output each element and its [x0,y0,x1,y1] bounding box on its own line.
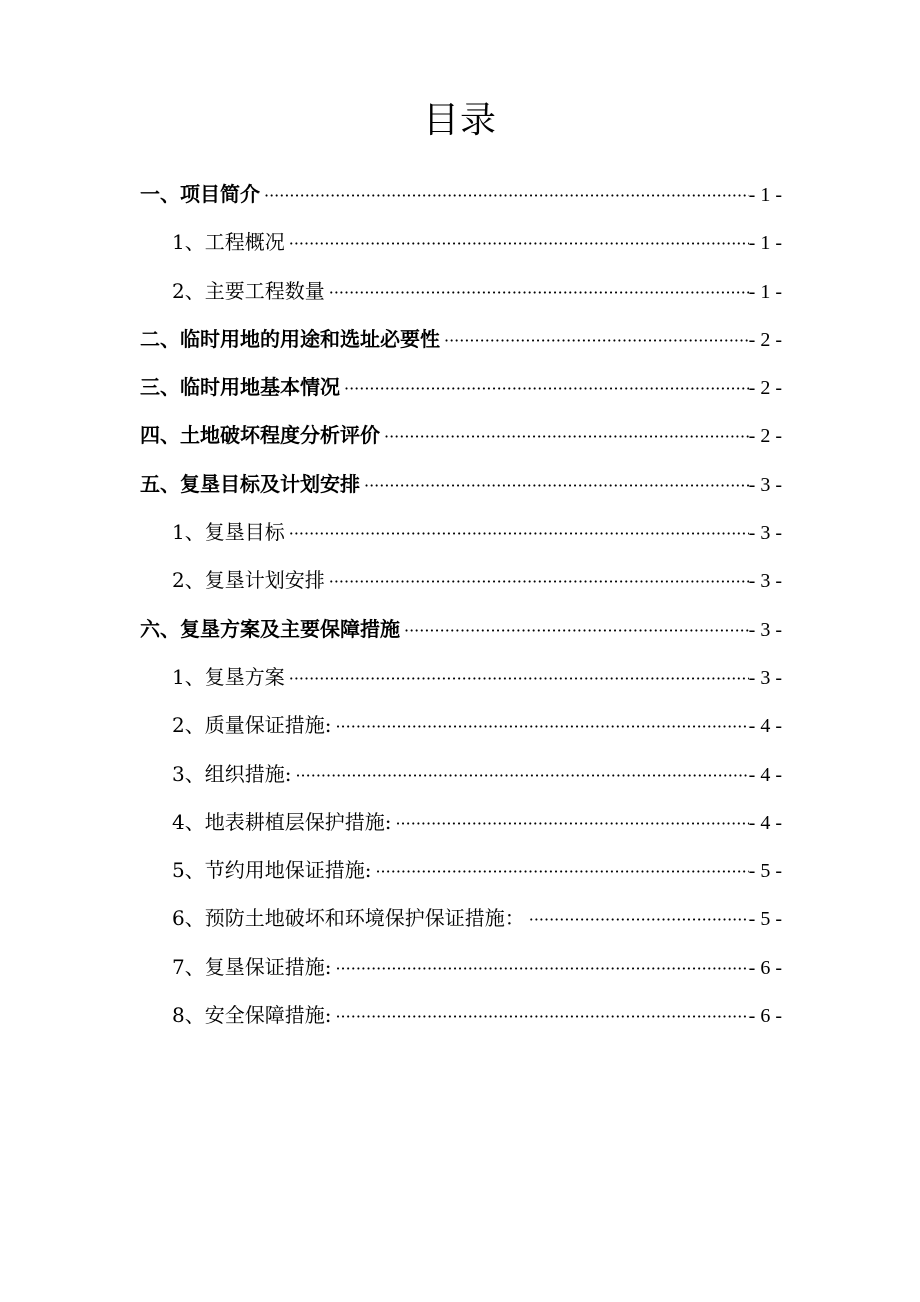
toc-dot-leader [329,558,749,606]
toc-entry[interactable] [140,315,782,363]
toc-entry-label: 2、主要工程数量 [172,278,325,303]
toc-entry[interactable] [140,846,782,894]
toc-dot-leader [289,510,749,558]
toc-entry-page: - 3 - [748,618,782,641]
toc-entry[interactable] [140,460,782,508]
toc-entry-label: 四、土地破坏程度分析评价 [140,423,380,448]
toc-entry-page: - 3 - [748,666,782,689]
toc-dot-leader [404,607,749,655]
toc-dot-leader [395,800,748,848]
toc-entry-page: - 2 - [748,377,782,400]
toc-entry[interactable] [140,943,782,991]
toc-entry[interactable] [140,218,782,266]
toc-dot-leader [529,896,749,944]
toc-entry[interactable] [140,267,782,315]
toc-entry-page: - 3 - [748,522,782,545]
toc-entry-label: 5、节约用地保证措施: [172,858,372,883]
toc-entry-page: - 3 - [748,570,782,593]
toc-entry[interactable] [140,170,782,218]
toc-entry-page: - 1 - [748,184,782,206]
toc-entry-label: 六、复垦方案及主要保障措施 [140,616,400,641]
toc-dot-leader [344,365,749,413]
toc-dot-leader [444,317,749,365]
toc-entry[interactable] [140,701,782,749]
toc-entry[interactable] [140,508,782,556]
toc-entry-label: 1、复垦目标 [172,520,285,545]
toc-entry-page: - 5 - [748,908,782,931]
toc-entry-label: 2、复垦计划安排 [172,568,325,593]
toc-entry[interactable] [140,798,782,846]
toc-entry-label: 三、临时用地基本情况 [140,375,340,400]
toc-entry[interactable] [140,894,782,942]
toc-entry-page: - 5 - [748,860,782,883]
toc-entry-label: 8、安全保障措施: [172,1003,332,1028]
toc-entry-page: - 2 - [748,425,782,448]
toc-entry-page: - 6 - [748,1005,782,1028]
toc-entry[interactable] [140,605,782,653]
toc-entry[interactable] [140,653,782,701]
toc-dot-leader [329,269,749,317]
toc-dot-leader [335,945,748,993]
toc-entry-label: 二、临时用地的用途和选址必要性 [140,326,440,351]
toc-title: 目录 [422,100,497,141]
toc-entry-page: - 1 - [748,232,782,255]
toc-entry-label: 1、复垦方案 [172,664,285,689]
toc-entry-label: 7、复垦保证措施: [172,954,332,979]
toc-entry-label: 2、质量保证措施: [172,713,332,738]
toc-entry-page: - 3 - [748,473,782,496]
toc-dot-leader [289,655,749,703]
toc-dot-leader [375,848,748,896]
toc-entry-label: 6、预防土地破坏和环境保护保证措施： [172,906,525,931]
toc-dot-leader [295,752,748,800]
table-of-contents [140,170,782,1039]
toc-entry-page: - 4 - [748,811,782,834]
toc-dot-leader [264,172,749,220]
toc-entry-label: 五、复垦目标及计划安排 [140,471,360,496]
toc-entry-page: - 6 - [748,956,782,979]
toc-entry-label: 3、组织措施: [172,761,292,786]
toc-entry-label: 一、项目简介 [140,182,260,206]
toc-entry[interactable] [140,411,782,459]
toc-dot-leader [384,413,749,461]
toc-entry-page: - 1 - [748,280,782,303]
toc-dot-leader [335,993,748,1041]
toc-entry[interactable] [140,991,782,1039]
toc-entry[interactable] [140,556,782,604]
toc-entry-page: - 2 - [748,328,782,351]
toc-entry[interactable] [140,363,782,411]
toc-entry-page: - 4 - [748,763,782,786]
toc-entry-page: - 4 - [748,715,782,738]
toc-entry-label: 4、地表耕植层保护措施: [172,809,392,834]
toc-entry[interactable] [140,750,782,798]
toc-entry-label: 1、工程概况 [172,230,285,255]
toc-dot-leader [289,220,749,268]
toc-dot-leader [364,462,749,510]
toc-dot-leader [335,703,748,751]
